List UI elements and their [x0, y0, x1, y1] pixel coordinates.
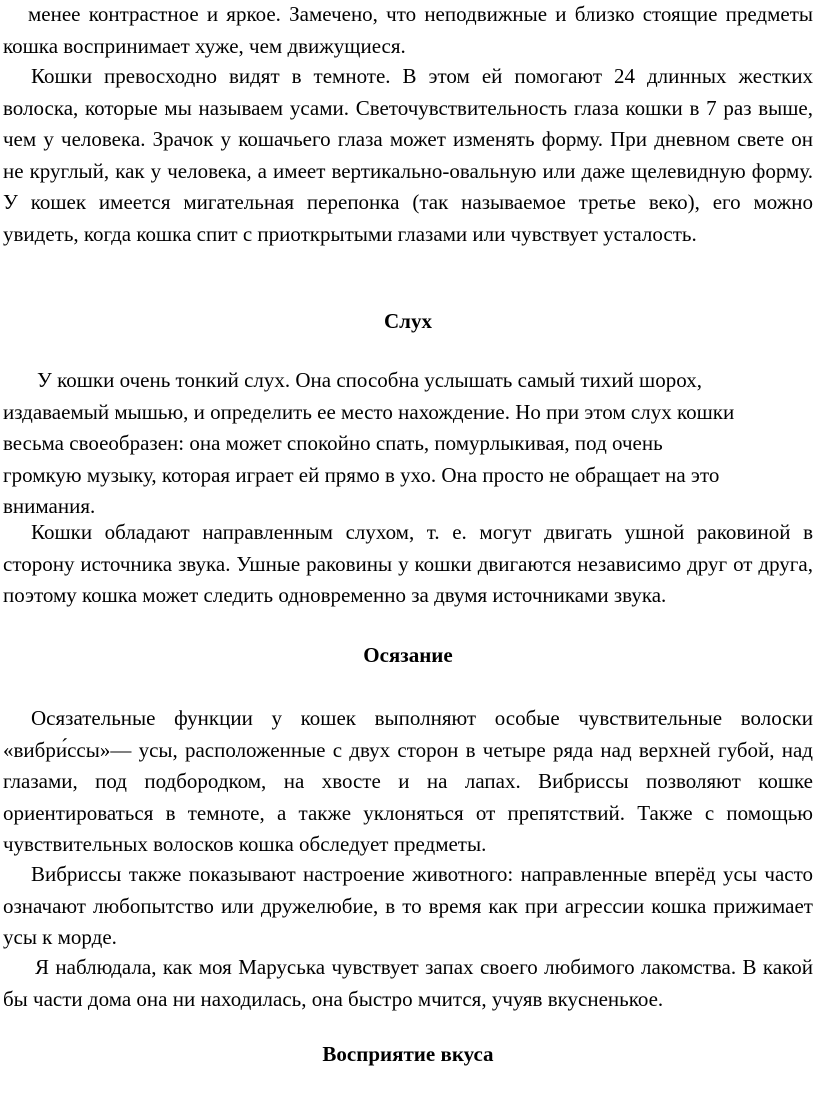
- heading-taste: Восприятие вкуса: [322, 1042, 494, 1066]
- paragraph-hearing: [3, 365, 813, 523]
- paragraph-hearing-line: внимания.: [3, 494, 96, 519]
- paragraph-directional-hearing: Кошки обладают направленным слухом, т. е. могут двигать ушной раковиной в сторону источника звука. Ушные раковины у кошки двигаются независимо друг от друга, поэтому кошка может следить одновременно за двумя источниками звука.: [3, 520, 813, 608]
- paragraph-hearing-line: громкую музыку, которая играет ей прямо в ухо. Она просто не обращает на это: [3, 462, 720, 487]
- paragraph-hearing-line: издаваемый мышью, и определить ее место нахождение. Но при этом слух кошки: [3, 399, 735, 424]
- paragraph-night-vision: Кошки превосходно видят в темноте. В этом ей помогают 24 длинных жестких волоска, которые мы называем усами. Светочувствительность глаза кошки в 7 раз выше, чем у человека. Зрачок у кошачьего глаза может изменять форму. При дневном свете он не круглый, как у человека, а имеет вертикально-овальную или даже щелевидную форму. У кошек имеется мигательная перепонка (так называемое третье веко), его можно увидеть, когда кошка спит с приоткрытыми глазами или чувствует усталость.: [3, 64, 813, 246]
- heading-touch: Осязание: [363, 643, 453, 667]
- paragraph-vision-contrast: менее контрастное и яркое. Замечено, что неподвижные и близко стоящие предметы кошка воспринимает хуже, чем движущиеся.: [3, 2, 813, 58]
- paragraph-observation: Я наблюдала, как моя Маруська чувствует запах своего любимого лакомства. В какой бы части дома она ни находилась, она быстро мчится, учуяв вкусненькое.: [3, 955, 813, 1011]
- paragraph-hearing-line: весьма своеобразен: она может спокойно спать, помурлыкивая, под очень: [3, 431, 663, 456]
- heading-hearing: Слух: [384, 309, 432, 333]
- paragraph-vibrissae-mood: Вибриссы также показывают настроение животного: направленные вперёд усы часто означают любопытство или дружелюбие, в то время как при агрессии кошка прижимает усы к морде.: [3, 862, 813, 950]
- paragraph-vibrissae: Осязательные функции у кошек выполняют особые чувствительные волоски «вибри́ссы»— усы, расположенные с двух сторон в четыре ряда над верхней губой, над глазами, под подбородком, на хвосте и на лапах. Вибриссы позволяют кошке ориентироваться в темноте, а также уклоняться от препятствий. Также с помощью чувствительных волосков кошка обследует предметы.: [3, 706, 813, 857]
- paragraph-hearing-line: У кошки очень тонкий слух. Она способна услышать самый тихий шорох,: [37, 368, 702, 392]
